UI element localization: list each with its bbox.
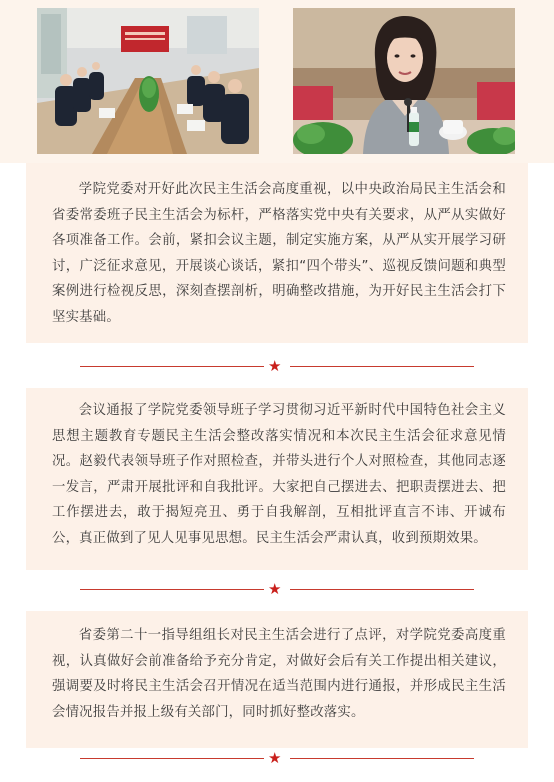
- paragraph-panel-2: [26, 388, 528, 570]
- paragraph-1: 学院党委对开好此次民主生活会高度重视，以中央政治局民主生活会和省委常委班子民主生活会为标杆，严格落实党中央有关要求，从严从实做好各项准备工作。会前，紧扣会议主题，制定实施方案，从严从实开展学习研讨，广泛征求意见，开展谈心谈话，紧扣“四个带头”、巡视反馈问题和典型案例进行检视反思，深刻查摆剖析，明确整改措施，为开好民主生活会打下坚实基础。: [52, 182, 506, 325]
- section-divider: [0, 750, 554, 768]
- paragraph-3: 省委第二十一指导组组长对民主生活会进行了点评，对学院党委高度重视，认真做好会前准备给予充分肯定，对做好会后有关工作提出相关建议，强调要及时将民主生活会召开情况在适当范围内进行通报，并形成民主生活会情况报告并报上级有关部门，同时抓好整改落实。: [52, 628, 506, 720]
- paragraph-panel-3: [26, 611, 528, 748]
- divider-line-right: [290, 589, 474, 590]
- meeting-room-photo: [37, 8, 259, 154]
- meeting-room-image: [37, 8, 259, 154]
- star-icon: ★: [268, 580, 282, 598]
- paragraph-panel-1: [26, 163, 528, 343]
- section-divider: [0, 581, 554, 599]
- divider-line-right: [290, 758, 474, 759]
- divider-line-left: [80, 366, 264, 367]
- divider-line-right: [290, 366, 474, 367]
- photo-strip: [0, 0, 554, 163]
- speaker-image: [293, 8, 515, 154]
- divider-line-left: [80, 589, 264, 590]
- star-icon: ★: [268, 357, 282, 375]
- divider-line-left: [80, 758, 264, 759]
- paragraph-2: 会议通报了学院党委领导班子学习贯彻习近平新时代中国特色社会主义思想主题教育专题民主生活会整改落实情况和本次民主生活会征求意见情况。赵毅代表领导班子作对照检查，并带头进行个人对照检查，其他同志逐一发言，严肃开展批评和自我批评。大家把自己摆进去、把职责摆进去、把工作摆进去，敢于揭短亮丑、勇于自我解剖，互相批评直言不讳、开诚布公，真正做到了见人见事见思想。民主生活会严肃认真，收到预期效果。: [52, 403, 506, 546]
- section-divider: [0, 358, 554, 376]
- speaker-photo: [293, 8, 515, 154]
- star-icon: ★: [268, 749, 282, 767]
